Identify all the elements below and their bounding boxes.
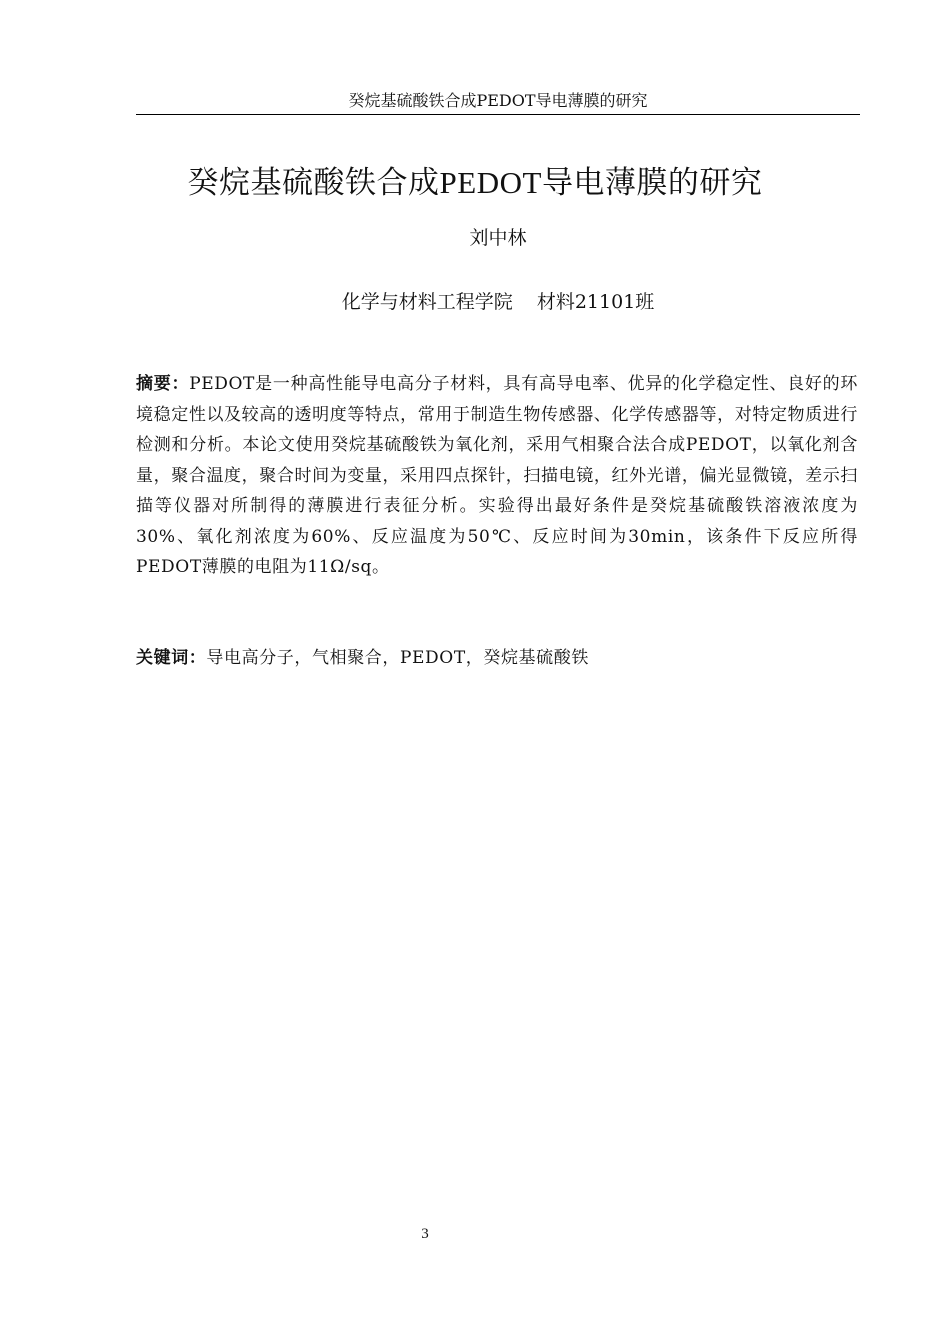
abstract-text: PEDOT是一种高性能导电高分子材料，具有高导电率、优异的化学稳定性、良好的环境稳定性以及较高的透明度等特点，常用于制造生物传感器、化学传感器等，对特定物质进行检测和分析。本论文使用癸烷基硫酸铁为氧化剂，采用气相聚合法合成PEDOT，以氧化剂含量，聚合温度，聚合时间为变量，采用四点探针，扫描电镜，红外光谱，偏光显微镜，差示扫描等仪器对所制得的薄膜进行表征分析。实验得出最好条件是癸烷基硫酸铁溶液浓度为30%、氧化剂浓度为60%、反应温度为50℃、反应时间为30min，该条件下反应所得PEDOT薄膜的电阻为11Ω/sq。: [136, 374, 858, 577]
keywords-line: [136, 643, 858, 673]
title-latin: PEDOT: [439, 164, 542, 200]
running-header: 癸烷基硫酸铁合成PEDOT导电薄膜的研究: [348, 91, 648, 110]
author-affiliation: 化学与材料工程学院 材料21101班: [341, 291, 655, 313]
paper-title: [90, 161, 860, 205]
abstract-label: 摘要：: [136, 374, 190, 394]
page-number: 3: [421, 1226, 429, 1242]
header-rule: [136, 114, 860, 115]
title-prefix: 癸烷基硫酸铁合成: [187, 164, 440, 201]
author-name: 刘中林: [469, 227, 527, 249]
keywords-text: 导电高分子，气相聚合，PEDOT，癸烷基硫酸铁: [206, 648, 589, 668]
keywords-label: 关键词：: [136, 648, 207, 668]
abstract-paragraph: [136, 369, 858, 583]
title-suffix: 导电薄膜的研究: [541, 164, 763, 201]
